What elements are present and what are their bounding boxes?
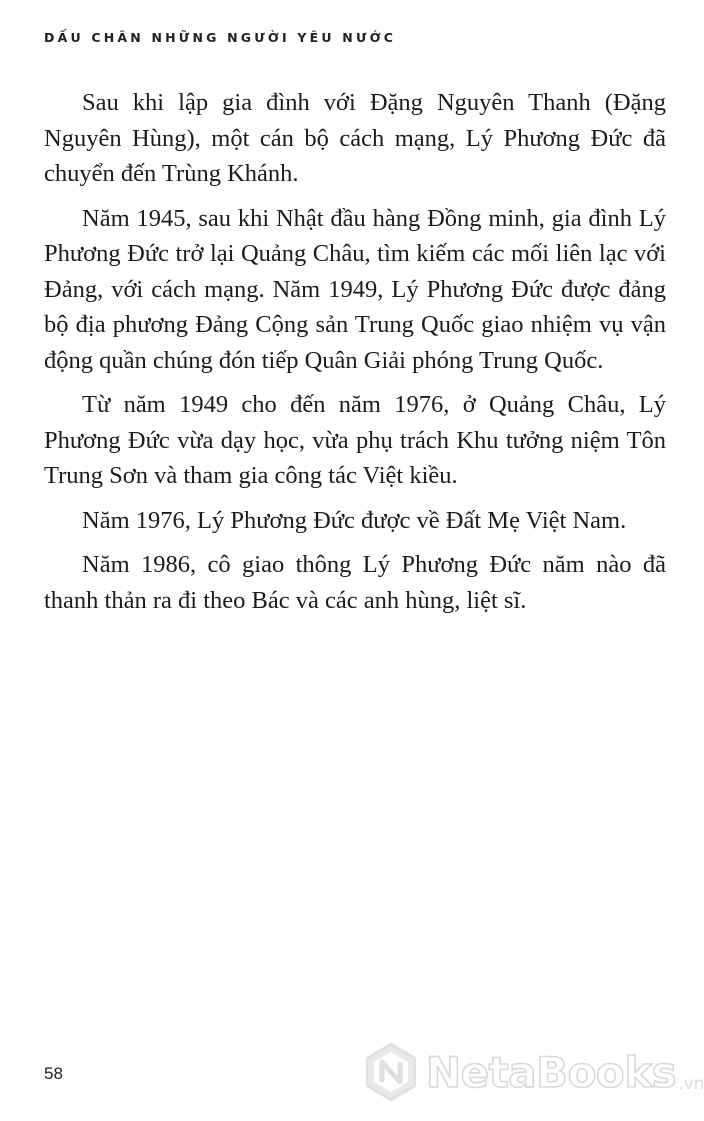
- running-header: DẤU CHÂN NHỮNG NGƯỜI YÊU NƯỚC: [44, 30, 397, 45]
- netabooks-logo-icon: [364, 1042, 418, 1102]
- watermark-suffix: .vn: [678, 1074, 704, 1094]
- page-number: 58: [44, 1064, 63, 1083]
- watermark: [364, 1042, 704, 1102]
- paragraph-3: Từ năm 1949 cho đến năm 1976, ở Quảng Châu, Lý Phương Đức vừa dạy học, vừa phụ trách Khu tưởng niệm Tôn Trung Sơn và tham gia công tác Việt kiều.: [44, 391, 666, 489]
- paragraph-1: Sau khi lập gia đình với Đặng Nguyên Thanh (Đặng Nguyên Hùng), một cán bộ cách mạng, Lý Phương Đức đã chuyển đến Trùng Khánh.: [44, 89, 666, 187]
- body-text: [44, 85, 666, 627]
- paragraph-4: Năm 1976, Lý Phương Đức được về Đất Mẹ Việt Nam.: [82, 506, 627, 534]
- paragraph-5: Năm 1986, cô giao thông Lý Phương Đức năm nào đã thanh thản ra đi theo Bác và các anh hùng, liệt sĩ.: [44, 551, 666, 614]
- paragraph-2: Năm 1945, sau khi Nhật đầu hàng Đồng minh, gia đình Lý Phương Đức trở lại Quảng Châu, tìm kiếm các mối liên lạc với Đảng, với cách mạng. Năm 1949, Lý Phương Đức được đảng bộ địa phương Đảng Cộng sản Trung Quốc giao nhiệm vụ vận động quần chúng đón tiếp Quân Giải phóng Trung Quốc.: [44, 204, 666, 374]
- watermark-brand: NetaBooks: [426, 1047, 677, 1097]
